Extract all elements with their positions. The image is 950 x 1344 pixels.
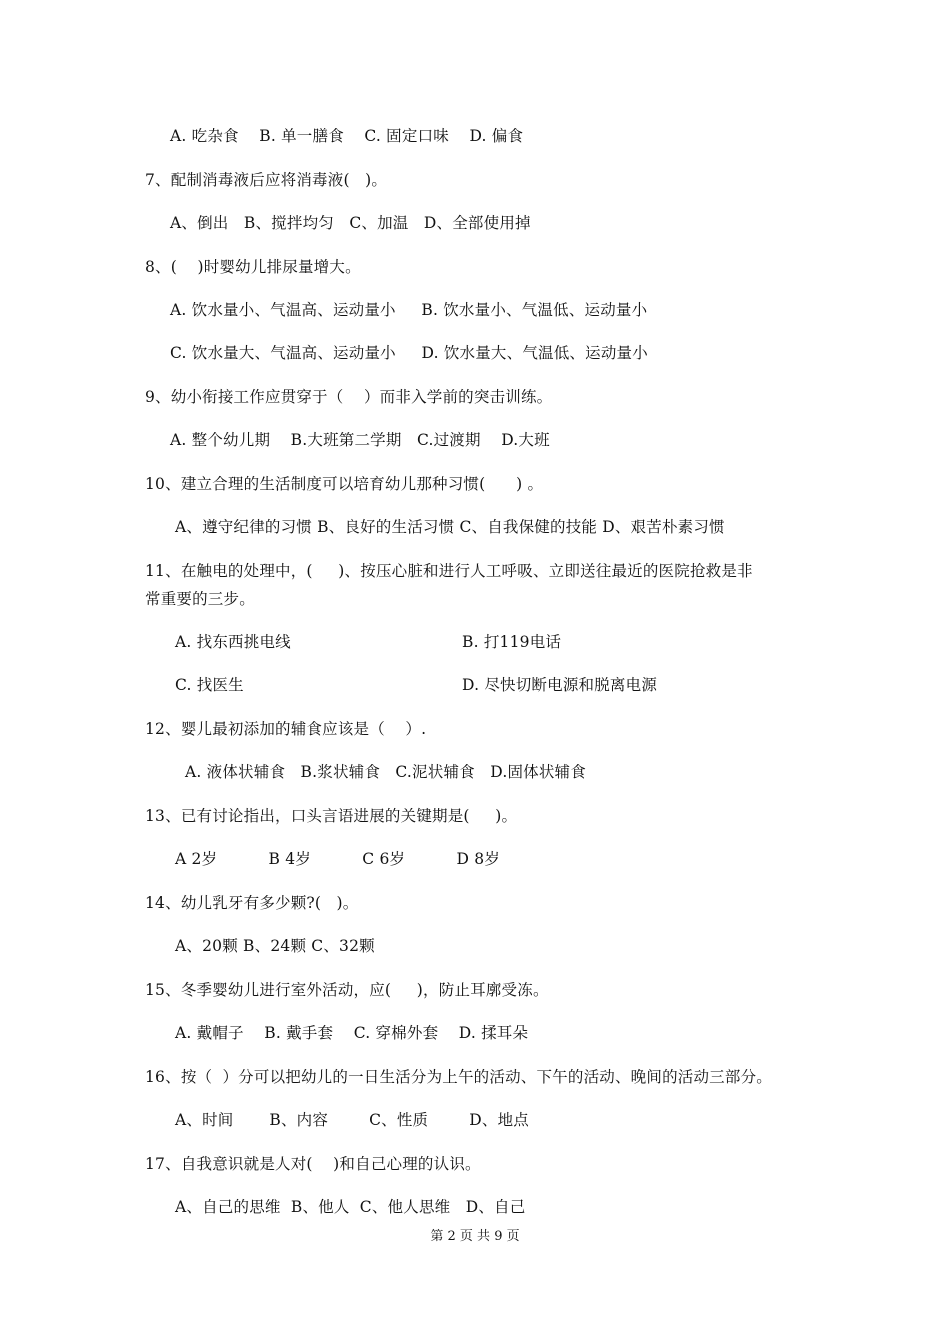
q16-options: A、时间 B、内容 C、性质 D、地点 bbox=[175, 1111, 529, 1129]
q8-options-cd: C. 饮水量大、气温高、运动量小 D. 饮水量大、气温低、运动量小 bbox=[170, 344, 648, 362]
q12-options: A. 液体状辅食 B.浆状辅食 C.泥状辅食 D.固体状辅食 bbox=[185, 763, 586, 781]
question-9: 9、幼小衔接工作应贯穿于（ ）而非入学前的突击训练。 bbox=[145, 388, 553, 406]
question-11-line2: 常重要的三步。 bbox=[145, 590, 255, 608]
q14-options: A、20颗 B、24颗 C、32颗 bbox=[175, 937, 375, 955]
q11-option-b: B. 打119电话 bbox=[462, 633, 562, 651]
question-17: 17、自我意识就是人对( )和自己心理的认识。 bbox=[145, 1155, 481, 1173]
q11-option-d: D. 尽快切断电源和脱离电源 bbox=[462, 676, 658, 694]
q11-option-c: C. 找医生 bbox=[175, 676, 244, 694]
question-12: 12、婴儿最初添加的辅食应该是（ ）. bbox=[145, 720, 427, 738]
q15-options: A. 戴帽子 B. 戴手套 C. 穿棉外套 D. 揉耳朵 bbox=[175, 1024, 529, 1042]
page-number-footer: 第 2 页 共 9 页 bbox=[430, 1229, 520, 1244]
q9-options: A. 整个幼儿期 B.大班第二学期 C.过渡期 D.大班 bbox=[170, 431, 550, 449]
question-15: 15、冬季婴幼儿进行室外活动，应( )，防止耳廓受冻。 bbox=[145, 981, 549, 999]
q8-options-ab: A. 饮水量小、气温高、运动量小 B. 饮水量小、气温低、运动量小 bbox=[170, 301, 648, 319]
q11-option-a: A. 找东西挑电线 bbox=[175, 633, 291, 651]
q13-options: A 2岁 B 4岁 C 6岁 D 8岁 bbox=[175, 850, 501, 868]
question-13: 13、已有讨论指出，口头言语进展的关键期是( )。 bbox=[145, 807, 518, 825]
question-10: 10、建立合理的生活制度可以培育幼儿那种习惯( ) 。 bbox=[145, 475, 544, 493]
q10-options: A、遵守纪律的习惯 B、良好的生活习惯 C、自我保健的技能 D、艰苦朴素习惯 bbox=[175, 518, 725, 536]
question-7: 7、配制消毒液后应将消毒液( )。 bbox=[145, 171, 388, 189]
question-11-line1: 11、在触电的处理中，( )、按压心脏和进行人工呼吸、立即送往最近的医院抢救是非 bbox=[145, 562, 753, 580]
question-16: 16、按（ ）分可以把幼儿的一日生活分为上午的活动、下午的活动、晚间的活动三部分。 bbox=[145, 1068, 772, 1086]
q17-options: A、自己的思维 B、他人 C、他人思维 D、自己 bbox=[175, 1198, 526, 1216]
q6-options: A. 吃杂食 B. 单一膳食 C. 固定口味 D. 偏食 bbox=[170, 127, 524, 145]
question-14: 14、幼儿乳牙有多少颗?( )。 bbox=[145, 894, 359, 912]
question-8: 8、( )时婴幼儿排尿量增大。 bbox=[145, 258, 361, 276]
q7-options: A、倒出 B、搅拌均匀 C、加温 D、全部使用掉 bbox=[170, 214, 531, 232]
